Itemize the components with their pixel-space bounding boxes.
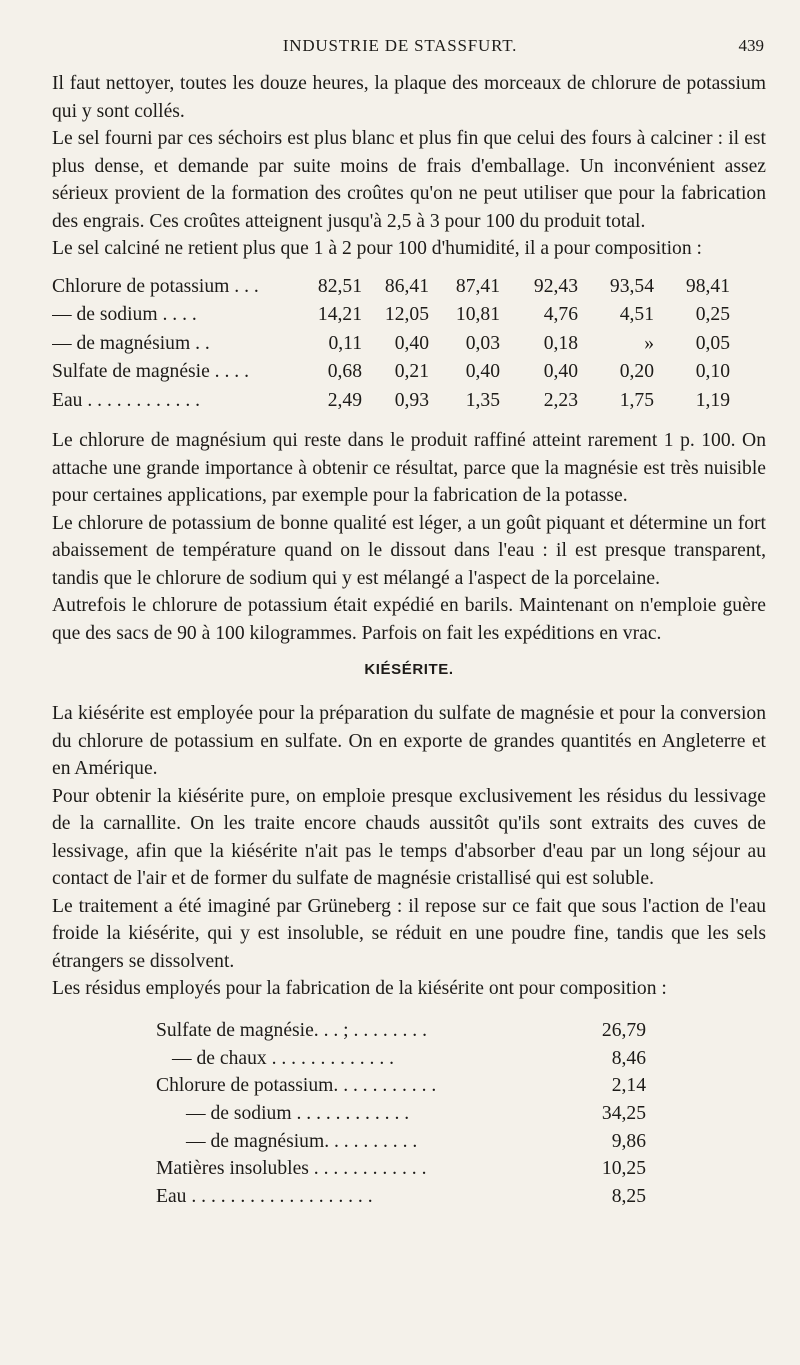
table-row [52,1155,766,1183]
table-cell: 82,51 [317,275,362,297]
paragraph: La kiésérite est employée pour la préparation du sulfate de magnésie et pour la conversion du chlorure de potassium en sulfate. On en exporte de grandes quantités en Angleterre et en Amérique. [52,703,766,780]
table-row [52,1128,766,1156]
table-cell: 86,41 [384,275,429,297]
table-cell: 8,46 [611,1047,646,1069]
composition-table [52,273,766,416]
table-row [52,387,766,416]
row-label: — de magnésium. . . . . . . . . . [186,1130,418,1152]
paragraph: Le sel calciné ne retient plus que 1 à 2 pour 100 d'humidité, il a pour composition : [52,238,702,259]
paragraph: Les résidus employés pour la fabrication de la kiésérite ont pour composition : [52,978,667,1000]
page-body [52,70,766,1211]
row-label: — de chaux . . . . . . . . . . . . . [172,1047,395,1069]
row-label: — de sodium . . . . . . . . . . . . [186,1103,410,1125]
table-cell: 9,86 [611,1130,646,1152]
row-label: Sulfate de magnésie. . . ; . . . . . . . . [156,1019,427,1041]
row-label: Chlorure de potassium. . . . . . . . . . . [156,1075,437,1097]
paragraph: Le traitement a été imaginé par Grüneberg : il repose sur ce fait que sous l'action de l'eau froide la kiésérite, qui y est insoluble, se réduit en une poudre fine, tandis que les sels étrangers se dissolvent. [52,895,766,972]
table-cell: 0,03 [465,332,500,354]
table-row [52,330,766,359]
table-cell: 2,49 [327,389,362,411]
table-cell: 0,93 [394,389,429,411]
table-cell: 4,76 [543,304,578,326]
table-cell: 0,68 [327,361,362,383]
table-cell: 0,40 [394,332,429,354]
row-label: Eau . . . . . . . . . . . . [52,389,201,411]
table-cell: 8,25 [611,1186,646,1208]
table-cell: 0,10 [695,361,730,383]
table-cell: 0,05 [695,332,730,354]
table-row [52,1183,766,1211]
table-cell: 1,35 [465,389,500,411]
table-cell: 0,18 [543,332,578,354]
table-cell: 1,75 [619,389,654,411]
table-row [52,301,766,330]
table-cell: 0,40 [465,361,500,383]
table-cell: » [644,332,654,354]
paragraph: Autrefois le chlorure de potassium était expédié en barils. Maintenant on n'emploie guère que des sacs de 90 à 100 kilogrammes. Parfois on fait les expéditions en vrac. [52,595,766,644]
table-cell: 93,54 [609,275,654,297]
table-cell: 2,14 [611,1075,646,1097]
table-row [52,273,766,302]
page-number: 439 [738,36,764,55]
paragraph: Le sel fourni par ces séchoirs est plus blanc et plus fin que celui des fours à calciner : il est plus dense, et demande par suite moins de frais d'emballage. Un inconvénient assez sérieux provient de la formation des croûtes qu'on ne peut utiliser que pour la fabrication des engrais. Ces croûtes atteignent jusqu'à 2,5 à 3 pour 100 du produit total. [52,128,766,232]
running-title: INDUSTRIE DE STASSFURT. [282,36,518,55]
section-heading: KIÉSÉRITE. [364,661,454,679]
table-cell: 0,40 [543,361,578,383]
table-row [52,1045,766,1073]
table-cell: 87,41 [455,275,500,297]
page-header [0,36,800,60]
table-cell: 2,23 [543,389,578,411]
table-row [52,358,766,387]
table-cell: 0,25 [695,304,730,326]
table-row [52,1017,766,1045]
paragraph: Il faut nettoyer, toutes les douze heures, la plaque des morceaux de chlorure de potassium qui y sont collés. [52,73,766,122]
row-label: — de magnésium . . [52,332,210,354]
row-label: Eau . . . . . . . . . . . . . . . . . . . [156,1186,373,1208]
table-row [52,1072,766,1100]
table-cell: 10,81 [455,304,500,326]
table-cell: 10,25 [601,1158,646,1180]
table-cell: 12,05 [384,304,429,326]
table-cell: 1,19 [695,389,730,411]
paragraph: Le chlorure de magnésium qui reste dans le produit raffiné atteint rarement 1 p. 100. On attache une grande importance à obtenir ce résultat, parce que la magnésie est très nuisible pour certaines applications, par exemple pour la fabrication de la potasse. [52,430,766,507]
row-label: Chlorure de potassium . . . [52,275,259,297]
table-cell: 4,51 [619,304,654,326]
table-cell: 0,20 [619,361,654,383]
table-cell: 0,21 [394,361,429,383]
row-label: Sulfate de magnésie . . . . [52,361,249,383]
table-cell: 0,11 [328,332,362,354]
table-cell: 26,79 [601,1019,646,1041]
table-cell: 92,43 [533,275,578,297]
table-cell: 14,21 [317,304,362,326]
table-cell: 34,25 [601,1103,646,1125]
residus-composition-table [52,1017,766,1211]
paragraph: Pour obtenir la kiésérite pure, on emploie presque exclusivement les résidus du lessivage de la carnallite. On les traite encore chauds aussitôt qu'ils sont extraits des cuves de lessivage, afin que la kiésérite n'ait pas le temps d'absorber d'eau par un long séjour au contact de l'air et de former du sulfate de magnésie cristallisé qui est soluble. [52,785,766,890]
row-label: Matières insolubles . . . . . . . . . . . . [156,1158,427,1180]
paragraph: Le chlorure de potassium de bonne qualité est léger, a un goût piquant et détermine un fort abaissement de température quand on le dissout dans l'eau : il est presque transparent, tandis que le chlorure de sodium qui y est mélangé a l'aspect de la porcelaine. [52,512,766,589]
table-row [52,1100,766,1128]
row-label: — de sodium . . . . [52,304,197,326]
table-cell: 98,41 [685,275,730,297]
